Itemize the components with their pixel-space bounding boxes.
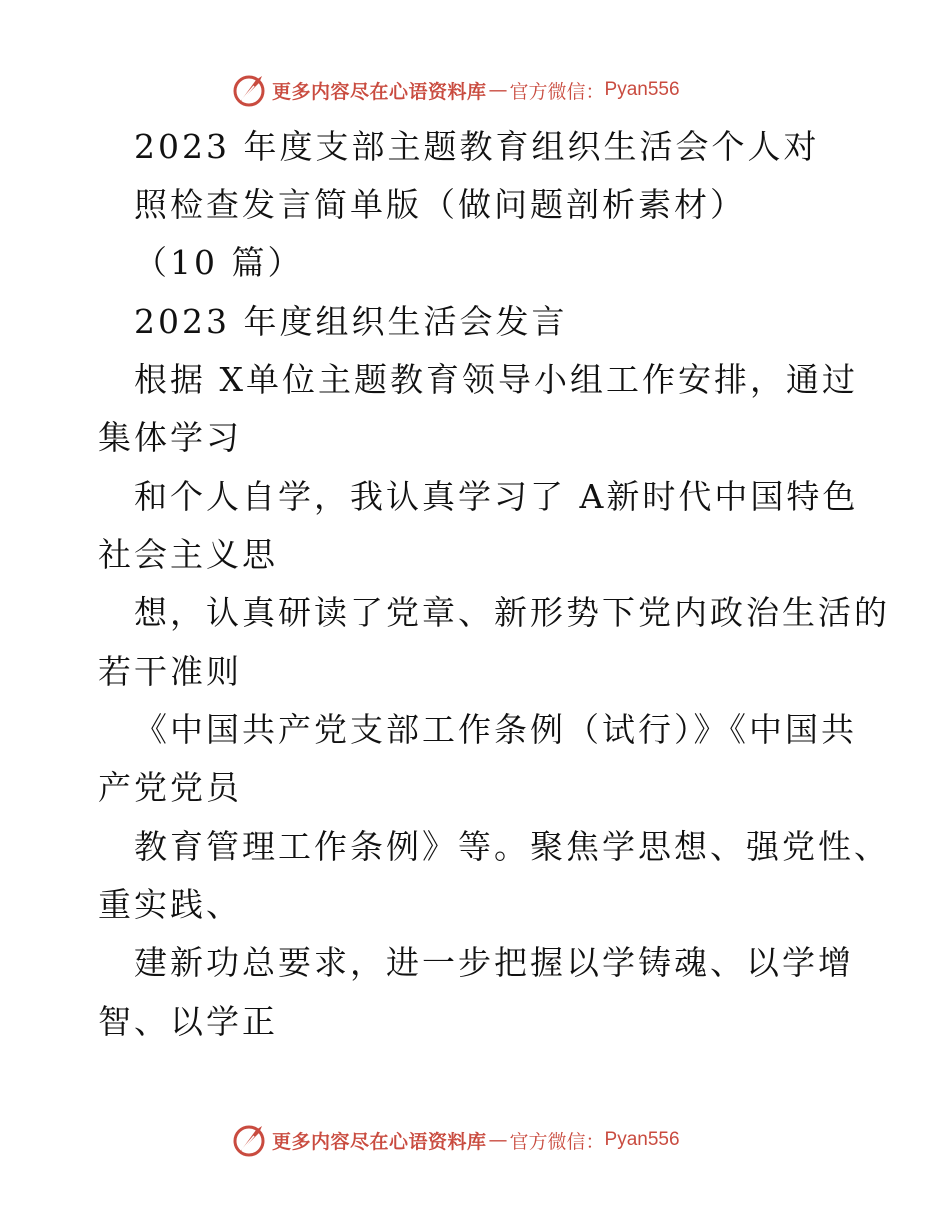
paragraph-line: 社会主义思 (98, 535, 278, 574)
subtitle-line: 2023 年度组织生活会发言 (134, 302, 568, 341)
watermark-contact-id: Pyan556 (604, 79, 680, 100)
paragraph-line: 建新功总要求，进一步把握以学铸魂、以学增 (134, 943, 854, 982)
paragraph-line: 根据 X单位主题教育领导小组工作安排，通过 (134, 360, 858, 399)
watermark-text: 更多内容尽在心语资料库 (272, 1130, 487, 1153)
title-line-1: 2023 年度支部主题教育组织生活会个人对 (134, 127, 820, 166)
paragraph-line: 集体学习 (98, 418, 242, 457)
paragraph-line: 教育管理工作条例》等。聚焦学思想、强党性、 (134, 827, 890, 866)
paragraph-line: 重实践、 (98, 885, 242, 924)
watermark-contact-label: 官方微信： (509, 80, 605, 103)
paragraph-line: 若干准则 (98, 652, 242, 691)
quill-logo-icon (232, 72, 268, 108)
paragraph-line: 产党党员 (98, 768, 242, 807)
watermark-text: 更多内容尽在心语资料库 (272, 80, 487, 103)
quill-logo-icon (232, 1122, 268, 1158)
paragraph-line: 想，认真研读了党章、新形势下党内政治生活的 (134, 593, 890, 632)
footer-watermark (232, 1120, 680, 1160)
paragraph-line: 智、以学正 (98, 1002, 278, 1041)
title-line-2: 照检查发言简单版（做问题剖析素材） (134, 185, 746, 224)
paragraph-line: 和个人自学，我认真学习了 A新时代中国特色 (134, 477, 859, 516)
paragraph-line: 《中国共产党支部工作条例（试行）》《中国共 (134, 710, 857, 749)
title-line-3: （10 篇） (134, 243, 304, 282)
watermark-dash: — (488, 1129, 508, 1151)
watermark-contact-label: 官方微信： (509, 1130, 605, 1153)
watermark-dash: — (488, 79, 508, 101)
watermark-contact-id: Pyan556 (604, 1129, 680, 1150)
header-watermark (232, 70, 680, 110)
